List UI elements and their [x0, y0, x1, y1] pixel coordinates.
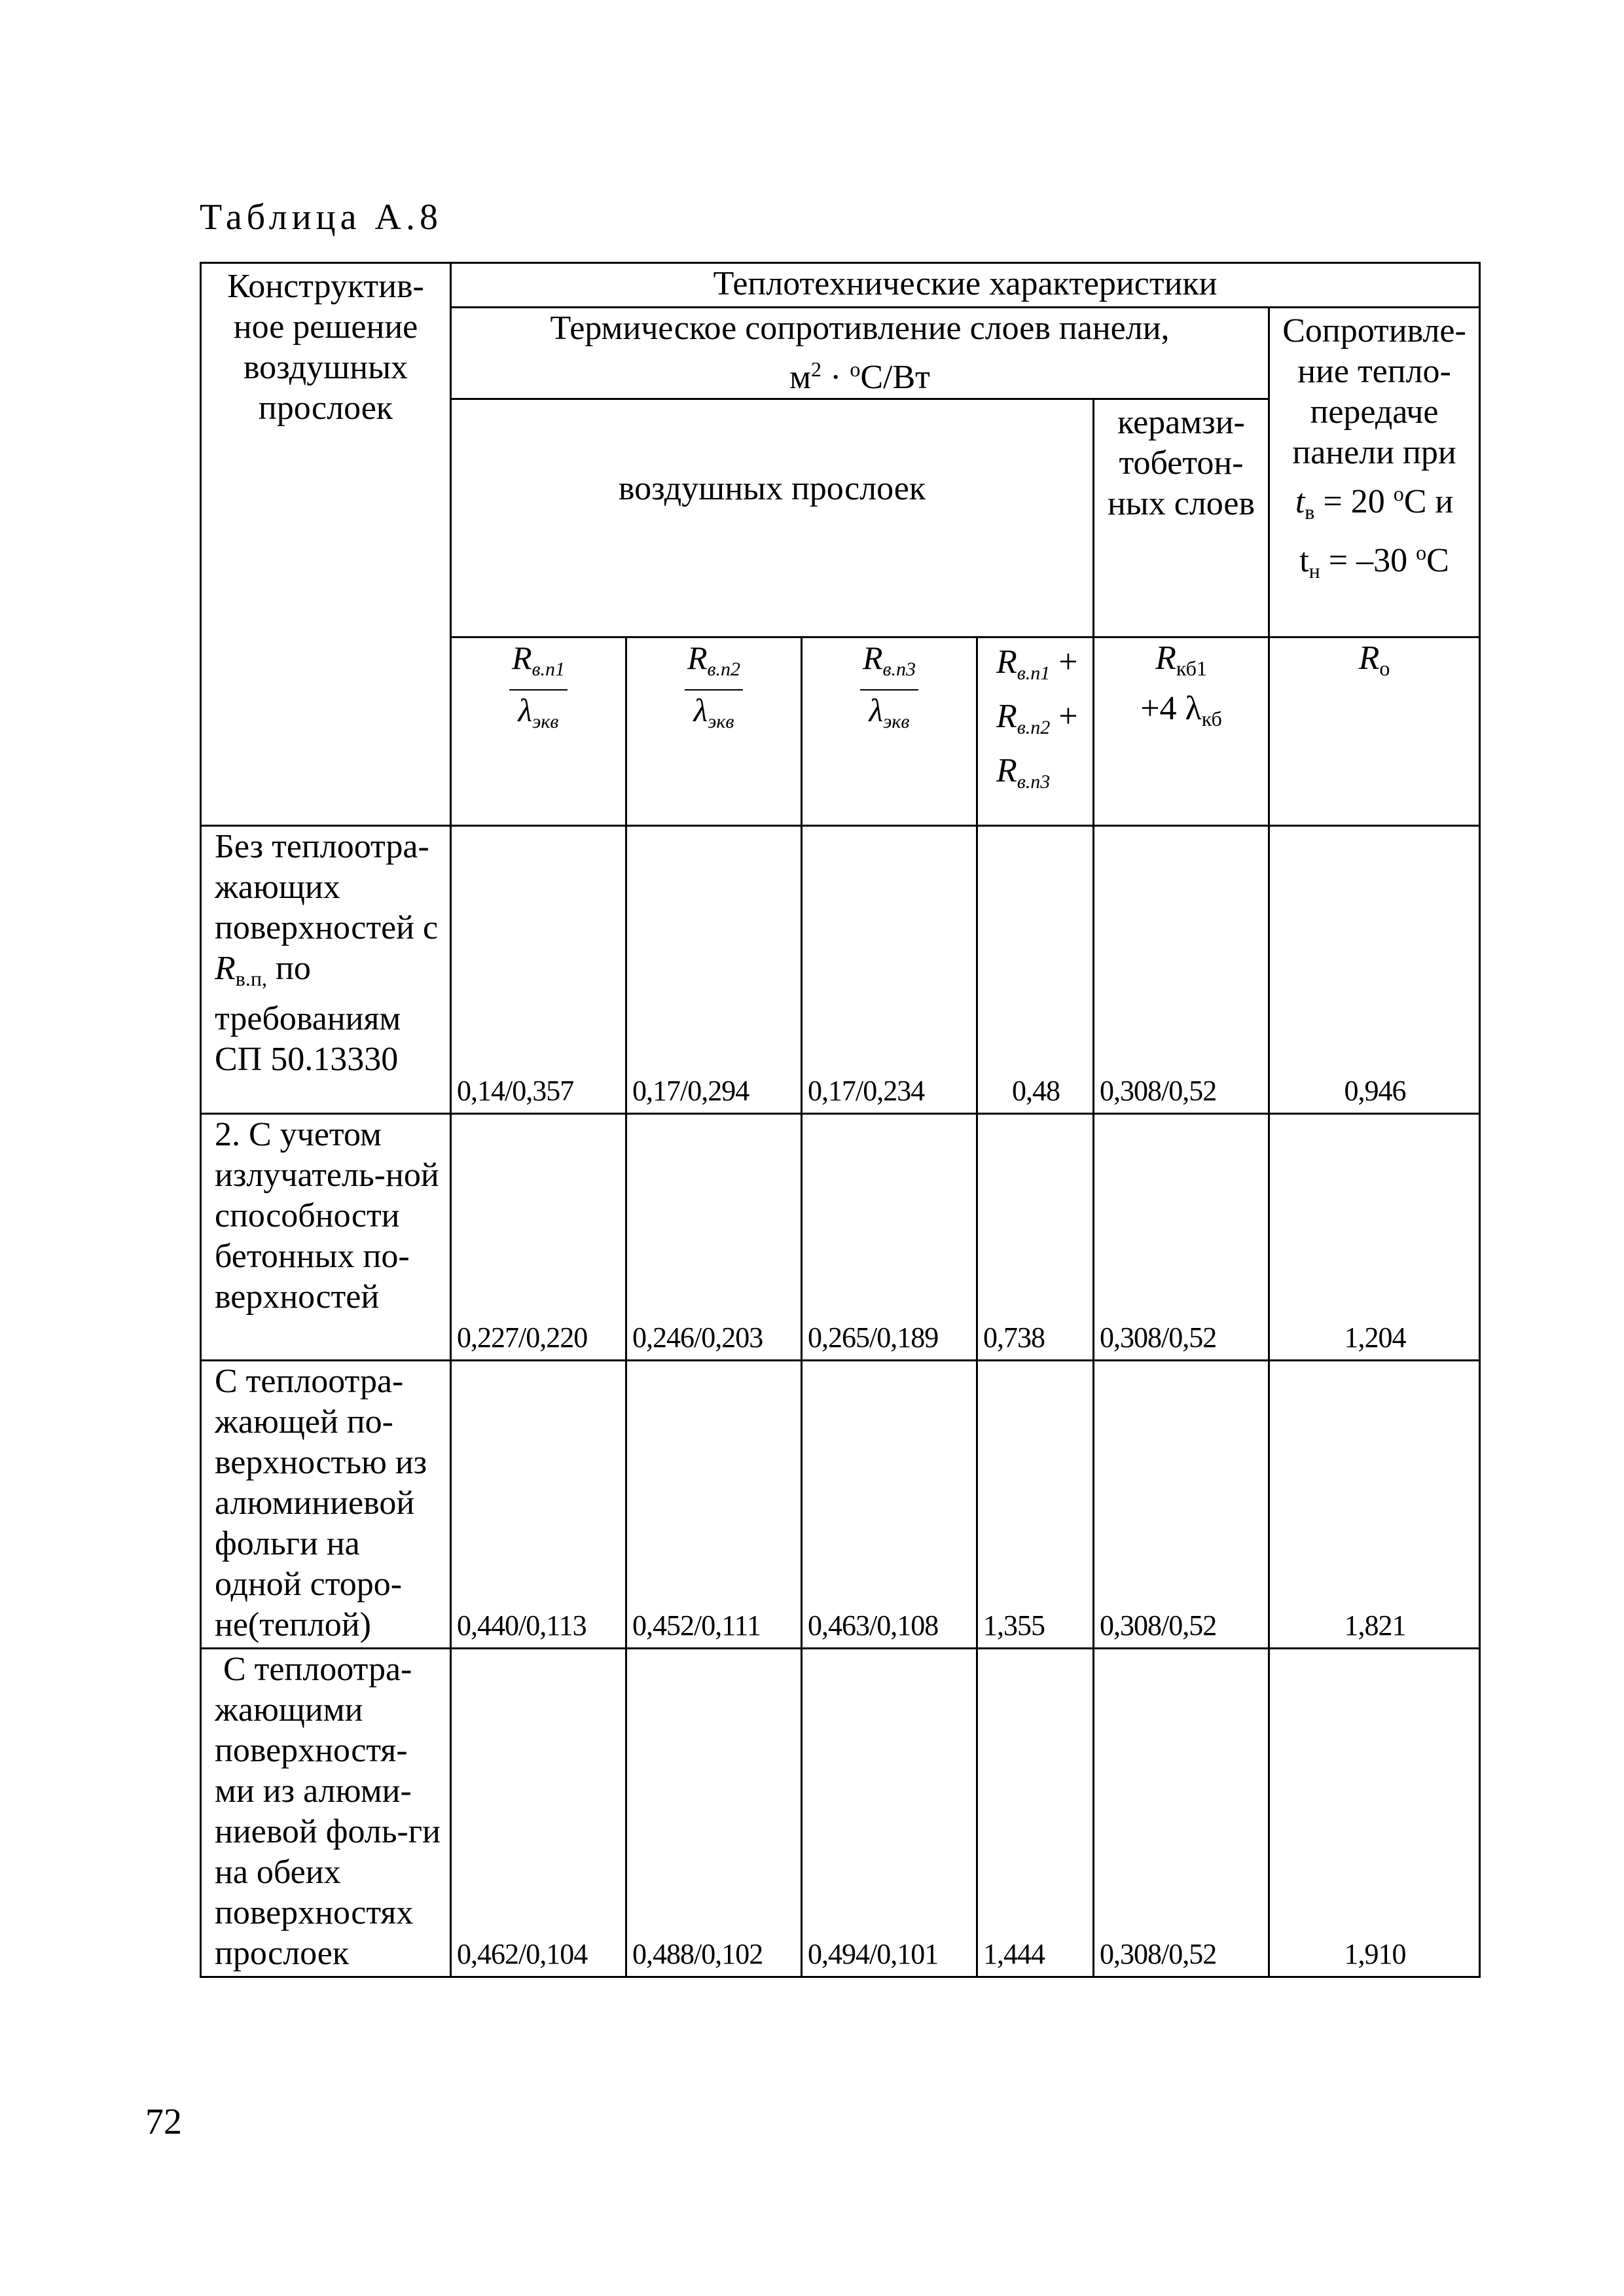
value-cell: 0,452/0,111 [626, 1361, 802, 1649]
value-cell: 0,946 [1269, 826, 1480, 1114]
value-cell: 1,444 [977, 1649, 1094, 1977]
value-cell: 0,488/0,102 [626, 1649, 802, 1977]
formula-sum: $R_{в.п1}$ + $R_{в.п2}$ + $R_{в.п3}$ [977, 637, 1094, 826]
header-construction-text: Конструктив-ное решение воздушных прослоек [227, 268, 424, 427]
thermal-resistance-units: $м^2 \cdot ^oС/Вт$ [789, 357, 930, 396]
table-row [201, 1649, 1480, 1977]
row-label: 2. С учетом излучатель-ной способности бетонных по-верхностей [201, 1114, 451, 1361]
header-thermal-characteristics [451, 263, 1480, 308]
thermal-resistance-text: Термическое сопротивление слоев панели, [550, 310, 1170, 347]
tv-condition: tв = 20 $^o$С и [1295, 482, 1454, 524]
header-construction [201, 263, 451, 826]
value-cell: 0,308/0,52 [1094, 1361, 1269, 1649]
value-cell: 1,910 [1269, 1649, 1480, 1977]
value-cell: 0,14/0,357 [451, 826, 626, 1114]
fraction-rv3-lambda: $\frac{R_{в.п3}}{\lambda_{экв}}$ [860, 638, 918, 742]
keramzit-text: керамзи-тобетон-ных слоев [1107, 404, 1255, 522]
header-row-1 [201, 263, 1480, 308]
value-cell: 0,227/0,220 [451, 1114, 626, 1361]
fraction-rv2-lambda: $\frac{R_{в.п2}}{\lambda_{экв}}$ [685, 638, 743, 742]
value-cell: 0,308/0,52 [1094, 1649, 1269, 1977]
table-row [201, 1114, 1480, 1361]
formula-ro: Ro [1269, 637, 1480, 826]
page-number: 72 [145, 2102, 182, 2142]
table-row [201, 826, 1480, 1114]
header-group-text: Теплотехнические характеристики [713, 265, 1218, 302]
value-cell: 0,463/0,108 [802, 1361, 977, 1649]
heat-transfer-text: Сопротивле-ние тепло-передаче панели при [1282, 312, 1466, 471]
formula-kb: Rкб1 +4 λкб [1094, 637, 1269, 826]
formula-rv2 [626, 637, 802, 826]
fraction-rv1-lambda: $\frac{R_{в.п1}}{\lambda_{экв}}$ [509, 638, 568, 742]
value-cell: 0,494/0,101 [802, 1649, 977, 1977]
value-cell: 0,265/0,189 [802, 1114, 977, 1361]
table-row [201, 1361, 1480, 1649]
value-cell: 0,308/0,52 [1094, 1114, 1269, 1361]
table-caption: Таблица А.8 [200, 197, 442, 238]
value-cell: 0,462/0,104 [451, 1649, 626, 1977]
value-cell: 0,48 [977, 826, 1094, 1114]
value-cell: 0,17/0,294 [626, 826, 802, 1114]
row-label: С теплоотра-жающей по-верхностью из алюминиевой фольги на одной сторо-не(теплой) [201, 1361, 451, 1649]
value-cell: 1,821 [1269, 1361, 1480, 1649]
value-cell: 0,246/0,203 [626, 1114, 802, 1361]
header-heat-transfer-resistance [1269, 308, 1480, 637]
value-cell: 1,355 [977, 1361, 1094, 1649]
value-cell: 0,17/0,234 [802, 826, 977, 1114]
header-thermal-resistance [451, 308, 1269, 399]
value-cell: 0,738 [977, 1114, 1094, 1361]
thermal-characteristics-table [200, 262, 1481, 1978]
value-cell: 0,440/0,113 [451, 1361, 626, 1649]
air-layers-text: воздушных прослоек [618, 469, 926, 507]
formula-rv1 [451, 637, 626, 826]
header-air-layers [451, 399, 1094, 637]
header-keramzit-layers [1094, 399, 1269, 637]
tn-condition: tн = –30 $^o$С [1299, 541, 1449, 583]
formula-rv3 [802, 637, 977, 826]
value-cell: 1,204 [1269, 1114, 1480, 1361]
row-label: Без теплоотра-жающих поверхностей с Rв.п, по требованиям СП 50.13330 [201, 826, 451, 1114]
value-cell: 0,308/0,52 [1094, 826, 1269, 1114]
row-label: С теплоотра-жающими поверхностя-ми из алюми-ниевой фоль-ги на обеих поверхностях прослоек [201, 1649, 451, 1977]
